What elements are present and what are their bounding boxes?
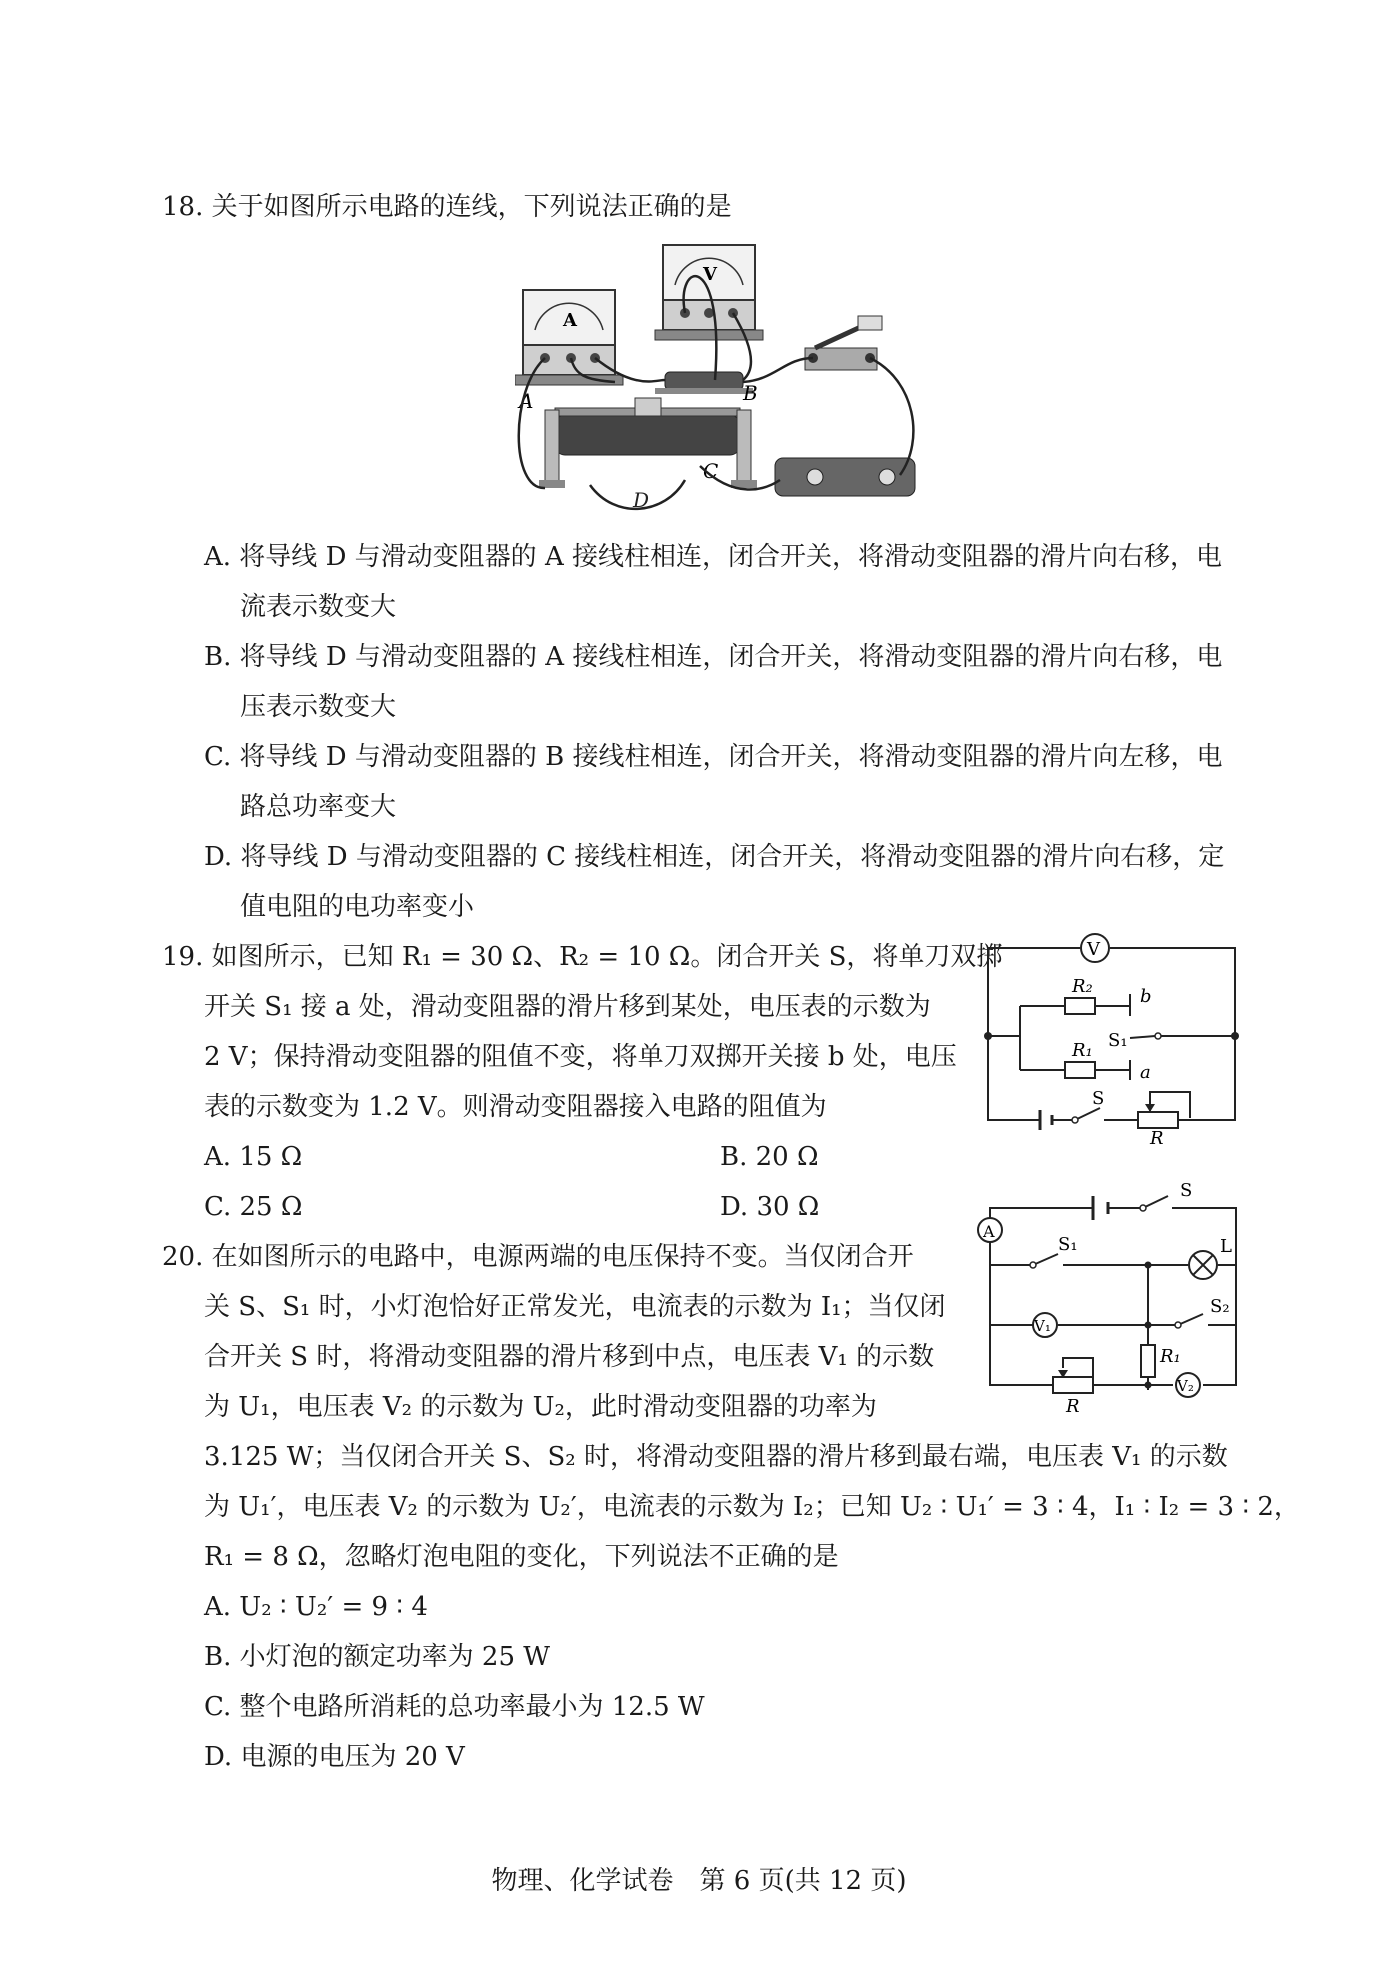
label-r1: R₁ [1072,1040,1093,1061]
label-s2: S₂ [1210,1296,1230,1317]
q18-option-d-line2: 值电阻的电功率变小 [240,892,475,922]
rheostat-icon [517,381,758,488]
q19-stem-line4: 表的示数变为 1.2 V。则滑动变阻器接入电路的阻值为 [204,1092,827,1122]
q19-stem-line3: 2 V；保持滑动变阻器的阻值不变，将单刀双掷开关接 b 处，电压 [204,1042,957,1072]
q20-stem-line1: 20. 在如图所示的电路中，电源两端的电压保持不变。当仅闭合开 [162,1242,914,1272]
v2-label: V₂ [1177,1377,1194,1395]
q18-option-b-line1: B. 将导线 D 与滑动变阻器的 A 接线柱相连，闭合开关，将滑动变阻器的滑片向右移，电 [204,642,1223,672]
switch-s1-icon [1030,1262,1036,1268]
switch-s-icon [1072,1117,1078,1123]
resistor-r1-icon [1141,1345,1155,1377]
switch-s2-icon [1175,1322,1181,1328]
label-r: R [1066,1396,1080,1415]
label-s: S [1180,1180,1193,1201]
page-footer: 物理、化学试卷 第 6 页(共 12 页) [491,1866,907,1896]
q20-stem-line6: 为 U₁′，电压表 V₂ 的示数为 U₂′，电流表的示数为 I₂；已知 U₂ ∶ U₁′ = 3 ∶ 4，I₁ ∶ I₂ = 3 ∶ 2， [204,1492,1300,1522]
q19-option-b: B. 20 Ω [720,1142,819,1172]
ammeter-icon [515,290,623,385]
q18-option-c-line2: 路总功率变大 [240,792,397,822]
terminal-b-label: B [743,381,758,405]
voltmeter-label: V [703,264,717,285]
q18-option-a-line2: 流表示数变大 [240,592,397,622]
q18-option-c-line1: C. 将导线 D 与滑动变阻器的 B 接线柱相连，闭合开关，将滑动变阻器的滑片向左移，电 [204,742,1223,772]
wire-d-label: D [633,488,650,512]
switch-s-icon [1140,1205,1146,1211]
ammeter-label: A [983,1222,995,1241]
label-s1: S₁ [1058,1234,1078,1255]
battery-icon [775,458,915,496]
q18-stem: 18. 关于如图所示电路的连线，下列说法正确的是 [162,192,732,222]
label-s: S [1092,1088,1105,1109]
label-r2: R₂ [1072,976,1093,997]
q19-stem-line2: 开关 S₁ 接 a 处，滑动变阻器的滑片移到某处，电压表的示数为 [204,992,931,1022]
q20-stem-line2: 关 S、S₁ 时，小灯泡恰好正常发光，电流表的示数为 I₁；当仅闭 [204,1292,946,1322]
fixed-resistor-icon [655,372,753,394]
q20-stem-line5: 3.125 W；当仅闭合开关 S、S₂ 时，将滑动变阻器的滑片移到最右端，电压表 V₁ 的示数 [204,1442,1228,1472]
q19-option-c: C. 25 Ω [204,1192,303,1222]
q20-stem-line7: R₁ = 8 Ω，忽略灯泡电阻的变化，下列说法不正确的是 [204,1542,839,1572]
q19-option-a: A. 15 Ω [204,1142,303,1172]
q18-option-b-line2: 压表示数变大 [240,692,397,722]
q20-circuit-figure [968,1180,1253,1415]
q18-option-a-line1: A. 将导线 D 与滑动变阻器的 A 接线柱相连，闭合开关，将滑动变阻器的滑片向右移，电 [204,542,1222,572]
rheostat-icon [1053,1377,1093,1393]
q18-circuit-figure [515,240,925,515]
voltmeter-label: V [1087,939,1100,960]
q20-option-d: D. 电源的电压为 20 V [204,1742,465,1772]
terminal-c-label: C [703,459,719,483]
rheostat-icon [1138,1112,1178,1128]
q19-option-d: D. 30 Ω [720,1192,820,1222]
q19-stem-line1: 19. 如图所示，已知 R₁ = 30 Ω、R₂ = 10 Ω。闭合开关 S，将单刀双掷 [162,942,1003,972]
label-r1: R₁ [1160,1346,1181,1367]
label-r: R [1150,1128,1164,1145]
ammeter-label: A [563,310,577,331]
label-a: a [1140,1062,1151,1083]
label-l: L [1220,1236,1232,1257]
q20-option-b: B. 小灯泡的额定功率为 25 W [204,1642,550,1672]
q20-stem-line4: 为 U₁，电压表 V₂ 的示数为 U₂，此时滑动变阻器的功率为 [204,1392,877,1422]
resistor-r1-icon [1065,1062,1095,1078]
q20-option-c: C. 整个电路所消耗的总功率最小为 12.5 W [204,1692,705,1722]
resistor-r2-icon [1065,998,1095,1014]
q20-option-a: A. U₂ ∶ U₂′ = 9 ∶ 4 [204,1592,428,1622]
q19-circuit-figure [980,930,1250,1145]
q18-option-d-line1: D. 将导线 D 与滑动变阻器的 C 接线柱相连，闭合开关，将滑动变阻器的滑片向右移，定 [204,842,1225,872]
v1-label: V₁ [1034,1317,1051,1335]
q20-stem-line3: 合开关 S 时，将滑动变阻器的滑片移到中点，电压表 V₁ 的示数 [204,1342,935,1372]
terminal-a-label: A [519,389,534,413]
label-b: b [1140,986,1152,1007]
switch-icon [805,316,882,370]
label-s1: S₁ [1108,1030,1128,1051]
